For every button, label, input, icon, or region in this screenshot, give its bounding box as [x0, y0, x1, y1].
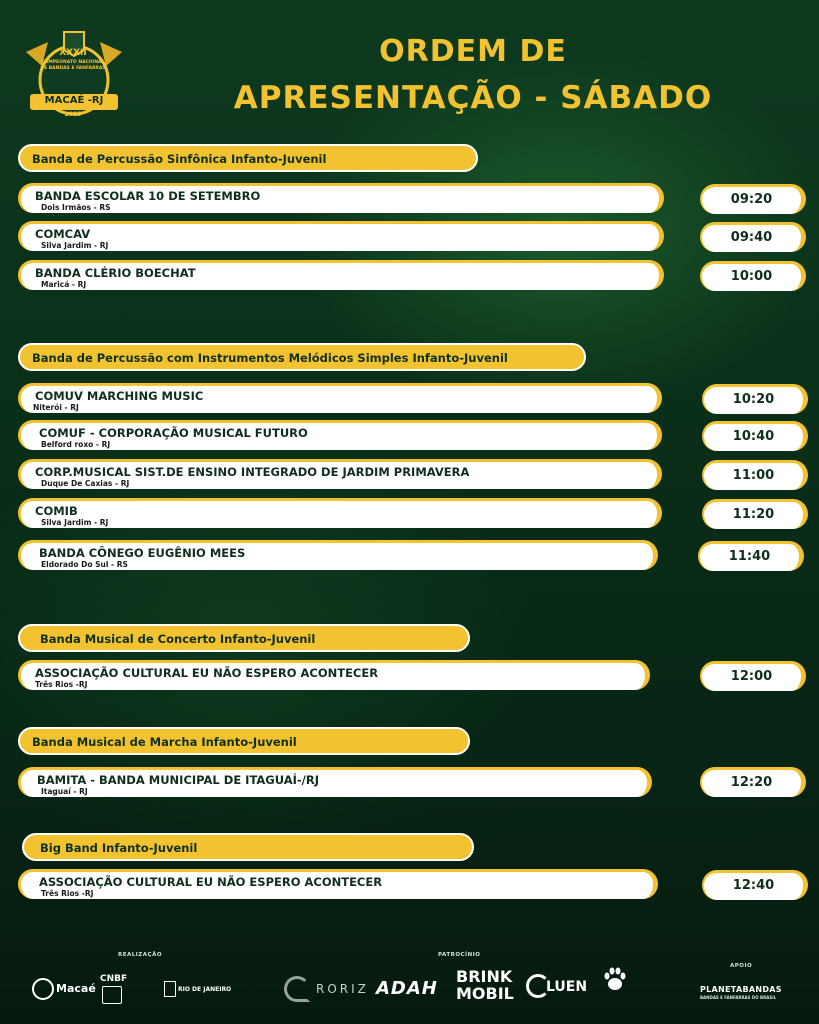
roriz-mark-icon: [284, 976, 310, 1002]
band-city: Niterói - RJ: [33, 403, 79, 412]
band-name: BANDA CÔNEGO EUGÊNIO MEES: [39, 546, 246, 560]
adah-logo-text: ADAH: [376, 978, 438, 999]
time-text: 10:00: [730, 269, 773, 284]
band-row: [18, 183, 664, 213]
time-text: 12:00: [730, 669, 773, 684]
macae-logo-text: Macaé: [56, 982, 96, 995]
band-name: COMIB: [35, 504, 78, 518]
rj-logo: [164, 981, 176, 997]
time-text: 11:40: [728, 549, 771, 564]
category-header: [18, 727, 470, 755]
band-row: [18, 459, 662, 489]
brinkmobil-logo-text: BRINK MOBIL: [456, 967, 514, 1003]
page-title-line1: ORDEM DE: [379, 34, 567, 69]
band-name: COMUF - CORPORAÇÃO MUSICAL FUTURO: [39, 426, 308, 440]
band-city: Belford roxo - RJ: [41, 440, 111, 449]
time-text: 11:00: [732, 468, 775, 483]
realizacao-label: REALIZAÇÃO: [118, 952, 163, 958]
category-header: [18, 343, 586, 371]
category-label: Big Band Infanto-Juvenil: [40, 841, 198, 855]
time-badge: [700, 261, 806, 291]
band-city: Maricá - RJ: [41, 280, 87, 289]
apoio-label: APOIO: [730, 963, 753, 969]
page-title-line2: APRESENTAÇÃO - SÁBADO: [233, 80, 713, 116]
roriz-logo-text: RORIZ: [316, 982, 369, 996]
time-badge: [702, 460, 808, 490]
band-name: CORP.MUSICAL SIST.DE ENSINO INTEGRADO DE JARDIM PRIMAVERA: [35, 465, 470, 479]
paw-logo-icon: [604, 966, 626, 992]
time-text: 09:20: [730, 192, 773, 207]
time-badge: [702, 421, 808, 451]
luen-logo-text: LUEN: [546, 979, 588, 995]
category-header: [22, 833, 474, 861]
logo-line2: DE BANDAS E FANFARRAS: [40, 66, 106, 71]
band-name: BANDA CLÉRIO BOECHAT: [35, 266, 196, 280]
band-row: [18, 660, 650, 690]
band-city: Dois Irmãos - RS: [41, 203, 111, 212]
planetabandas-logo-text: PLANETABANDAS: [700, 985, 782, 994]
time-badge: [700, 184, 806, 214]
time-text: 11:20: [732, 507, 775, 522]
time-text: 10:20: [732, 392, 775, 407]
logo-year: 2025: [64, 111, 82, 118]
time-text: 09:40: [730, 230, 773, 245]
band-row: [18, 767, 652, 797]
category-label: Banda de Percussão com Instrumentos Melódicos Simples Infanto-Juvenil: [32, 351, 508, 365]
band-city: Itaguaí - RJ: [41, 787, 88, 796]
patrocinio-label: PATROCÍNIO: [438, 952, 481, 958]
band-name: ASSOCIAÇÃO CULTURAL EU NÃO ESPERO ACONTECER: [35, 666, 379, 680]
time-text: 12:20: [730, 775, 773, 790]
logo-city: MACAÉ -RJ: [44, 95, 104, 106]
planetabandas-sub: BANDAS E FANFARRAS DO BRASIL: [700, 995, 777, 1000]
band-name: BAMITA - BANDA MUNICIPAL DE ITAGUAÍ-/RJ: [37, 773, 320, 787]
band-name: COMCAV: [35, 227, 91, 241]
time-badge: [702, 870, 808, 900]
macae-logo: [32, 978, 54, 1000]
category-label: Banda Musical de Concerto Infanto-Juvenil: [40, 632, 316, 646]
rj-logo-text: RIO DE JANEIRO: [178, 986, 232, 993]
time-badge: [700, 661, 806, 691]
band-row: [18, 498, 662, 528]
time-badge: [700, 767, 806, 797]
band-city: Eldorado Do Sul - RS: [41, 560, 128, 569]
band-row: [18, 540, 658, 570]
band-city: Duque De Caxias - RJ: [41, 479, 130, 488]
band-city: Três Rios -RJ: [35, 680, 88, 689]
band-city: Três Rios -RJ: [41, 889, 94, 898]
time-badge: [702, 384, 808, 414]
cnbf-logo-text: CNBF: [100, 974, 128, 984]
logo-edition: XXXII: [59, 48, 87, 58]
time-text: 12:40: [732, 878, 775, 893]
category-header: [18, 144, 478, 172]
time-badge: [698, 541, 804, 571]
band-name: BANDA ESCOLAR 10 DE SETEMBRO: [35, 189, 261, 203]
band-row: [18, 221, 664, 251]
band-row: [18, 260, 664, 290]
time-badge: [700, 222, 806, 252]
category-header: [18, 624, 470, 652]
band-row: [18, 869, 658, 899]
cnbf-logo: [102, 986, 122, 1004]
category-label: Banda Musical de Marcha Infanto-Juvenil: [32, 735, 297, 749]
logo-line1: CAMPEONATO NACIONAL: [41, 60, 105, 65]
time-text: 10:40: [732, 429, 775, 444]
band-name: COMUV MARCHING MUSIC: [35, 389, 204, 403]
band-city: Silva Jardim - RJ: [41, 241, 109, 250]
band-name: ASSOCIAÇÃO CULTURAL EU NÃO ESPERO ACONTECER: [39, 875, 383, 889]
band-row: [18, 420, 662, 450]
time-badge: [702, 499, 808, 529]
band-row: [18, 383, 662, 413]
band-city: Silva Jardim - RJ: [41, 518, 109, 527]
category-label: Banda de Percussão Sinfônica Infanto-Juvenil: [32, 152, 327, 166]
event-logo: [20, 22, 128, 122]
